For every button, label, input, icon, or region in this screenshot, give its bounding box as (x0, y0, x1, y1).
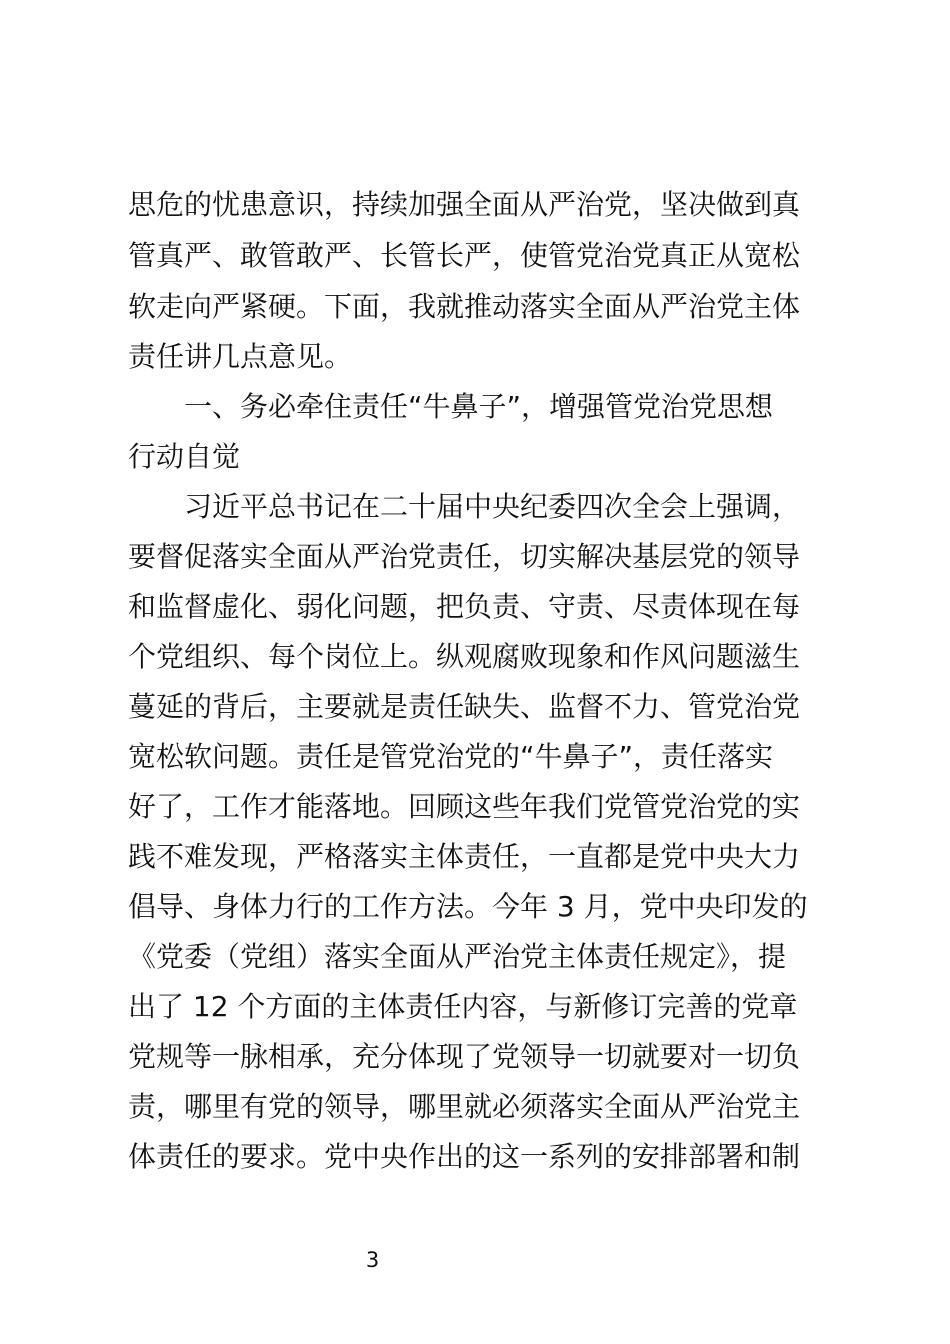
section-heading-line: 一、务必牵住责任“牛鼻子”，增强管党治党思想 (184, 390, 774, 423)
paragraph-line: 《党委（党组）落实全面从严治党主体责任规定》，提 (128, 940, 787, 973)
paragraph-line: 出了 12 个方面的主体责任内容，与新修订完善的党章 (128, 990, 798, 1023)
paragraph-line: 宽松软问题。责任是管党治党的“牛鼻子”，责任落实 (128, 740, 774, 773)
paragraph-line: 责，哪里有党的领导，哪里就必须落实全面从严治党主 (128, 1090, 801, 1123)
paragraph-line: 倡导、身体力行的工作方法。今年 3 月，党中央印发的 (128, 890, 808, 923)
paragraph-line: 党规等一脉相承，充分体现了党领导一切就要对一切负 (128, 1040, 801, 1073)
paragraph-line: 和监督虚化、弱化问题，把负责、守责、尽责体现在每 (128, 590, 801, 623)
paragraph-line: 个党组织、每个岗位上。纵观腐败现象和作风问题滋生 (128, 640, 801, 673)
page-number: 3 (365, 1248, 380, 1272)
paragraph-line: 要督促落实全面从严治党责任，切实解决基层党的领导 (128, 540, 801, 573)
paragraph-line: 思危的忧患意识，持续加强全面从严治党，坚决做到真 (128, 188, 801, 221)
paragraph-line: 践不难发现，严格落实主体责任，一直都是党中央大力 (128, 840, 801, 873)
paragraph-line: 体责任的要求。党中央作出的这一系列的安排部署和制 (128, 1140, 801, 1173)
paragraph-line: 蔓延的背后，主要就是责任缺失、监督不力、管党治党 (128, 690, 801, 723)
paragraph-line: 责任讲几点意见。 (128, 340, 353, 373)
paragraph-line: 习近平总书记在二十届中央纪委四次全会上强调， (184, 490, 801, 523)
paragraph-line: 管真严、敢管敢严、长管长严，使管党治党真正从宽松 (128, 239, 801, 272)
section-heading-line: 行动自觉 (128, 440, 241, 473)
paragraph-line: 好了，工作才能落地。回顾这些年我们党管党治党的实 (128, 790, 801, 823)
paragraph-line: 软走向严紧硬。下面，我就推动落实全面从严治党主体 (128, 290, 801, 323)
